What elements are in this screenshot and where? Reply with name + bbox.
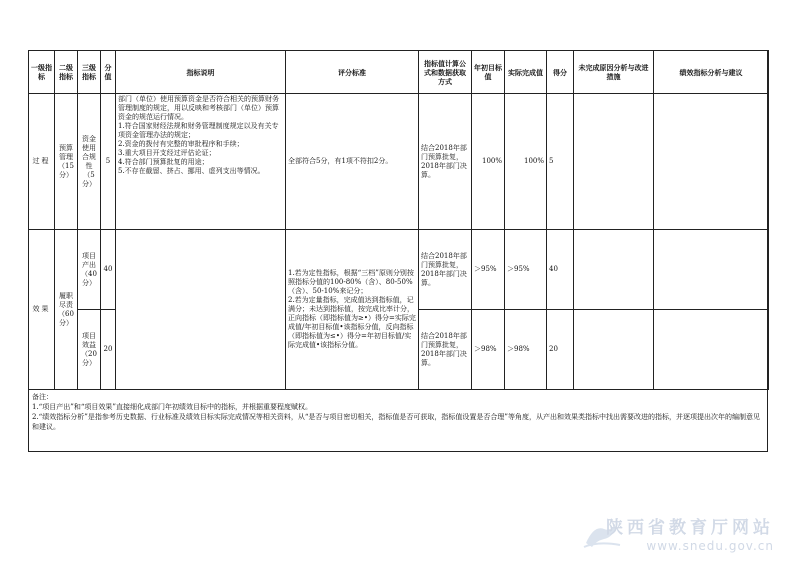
- benefit-analysis: [654, 310, 769, 390]
- process-score: 5: [547, 94, 574, 230]
- process-desc-line: 1.符合国家财经法规和财务管理制度规定以及有关专项资金管理办法的规定；: [118, 122, 279, 139]
- process-desc-line: 3.重大项目开支经过评估论证；: [118, 149, 216, 157]
- output-actual: ＞95%: [505, 230, 547, 310]
- header-formula: 指标值计算公式和数据获取方式: [419, 51, 472, 94]
- process-reason: [574, 94, 654, 230]
- watermark: [606, 513, 774, 553]
- header-description: 指标说明: [116, 51, 286, 94]
- notes-line: 2.“绩效指标分析”是指参考历史数据、行业标准及绩效目标实际完成情况等相关资料，从“是否与项目密切相关，指标值是否可获取，指标值设置是否合理”等角度，从产出和效果类指标中找出需要改进的指标，并逐项提出次年的编制意见和建议。: [32, 413, 760, 431]
- effect-criteria-line: 2.若为定量指标，完成值达到指标值，记满分；未达到指标值，按完成比率计分，正向指标（即指标值为≥•）得分=实际完成值/年初目标值•该指标分值，反向指标（即指标值为≤•）得分=年初目标值/实际完成值•该指标分值。: [288, 296, 416, 349]
- output-value: 40: [101, 230, 116, 310]
- process-value: 5: [101, 94, 116, 230]
- header-actual: 实际完成值: [505, 51, 547, 94]
- benefit-target: ＞98%: [472, 310, 505, 390]
- benefit-reason: [574, 310, 654, 390]
- process-formula: 结合2018年部门预算批复，2018年部门决算。: [419, 94, 472, 230]
- watermark-url: www.snedu.gov.cn: [646, 539, 774, 553]
- process-criteria: 全部符合5分，有1项不符扣2分。: [286, 94, 419, 230]
- process-level1: 过程: [29, 94, 55, 230]
- benefit-value: 20: [101, 310, 116, 390]
- header-target: 年初目标值: [472, 51, 505, 94]
- benefit-formula: 结合2018年部门预算批复，2018年部门决算。: [419, 310, 472, 390]
- output-target: ＞95%: [472, 230, 505, 310]
- output-level3: 项目产出（40分）: [78, 230, 101, 310]
- performance-table: [28, 50, 769, 390]
- process-desc-line: 5.不存在截留、挤占、挪用、虚列支出等情况。: [118, 167, 265, 175]
- notes-title: 备注：: [32, 393, 53, 401]
- header-level1: 一级指标: [29, 51, 55, 94]
- header-criteria: 评分标准: [286, 51, 419, 94]
- header-reason: 未完成原因分析与改进措施: [574, 51, 654, 94]
- process-actual: 100%: [505, 94, 547, 230]
- effect-level2: 履职尽责（60分）: [55, 230, 78, 390]
- table-row-output: [29, 230, 769, 310]
- watermark-title: 陕西省教育厅网站: [606, 518, 774, 538]
- process-analysis: [654, 94, 769, 230]
- output-formula: 结合2018年部门预算批复，2018年部门决算。: [419, 230, 472, 310]
- header-score-value: 分值: [101, 51, 116, 94]
- header-analysis: 绩效指标分析与建议: [654, 51, 769, 94]
- process-level2: 预算管理（15分）: [55, 94, 78, 230]
- benefit-actual: ＞98%: [505, 310, 547, 390]
- process-desc-line: 4.符合部门预算批复的用途；: [118, 158, 209, 166]
- notes-section: [32, 392, 764, 432]
- benefit-level3: 项目效益（20分）: [78, 310, 101, 390]
- process-description: [116, 94, 286, 230]
- table-row-process: [29, 94, 769, 230]
- output-analysis: [654, 230, 769, 310]
- header-level3: 三级指标: [78, 51, 101, 94]
- effect-criteria: [286, 230, 419, 390]
- benefit-score: 20: [547, 310, 574, 390]
- process-level3: 资金使用合规性（5分）: [78, 94, 101, 230]
- header-level2: 二级指标: [55, 51, 78, 94]
- effect-level1: 效果: [29, 230, 55, 390]
- effect-criteria-line: 1.若为定性指标，根据“三档”原则分别按照指标分值的100-80%（含）、80-50%（含）、50-10%来记分；: [288, 269, 414, 295]
- effect-description: [116, 230, 286, 390]
- header-score: 得分: [547, 51, 574, 94]
- header-row: [29, 51, 769, 94]
- output-score: 40: [547, 230, 574, 310]
- process-desc-line: 2.资金的拨付有完整的审批程序和手续；: [118, 140, 244, 148]
- process-target: 100%: [472, 94, 505, 230]
- output-reason: [574, 230, 654, 310]
- notes-line: 1.“项目产出”和“项目效果”直接细化成部门年初绩效目标中的指标，并根据重要程度赋权。: [32, 403, 312, 411]
- process-desc-line: 部门（单位）使用预算资金是否符合相关的预算财务管理制度的规定，用以反映和考核部门（单位）预算资金的规范运行情况。: [118, 95, 279, 121]
